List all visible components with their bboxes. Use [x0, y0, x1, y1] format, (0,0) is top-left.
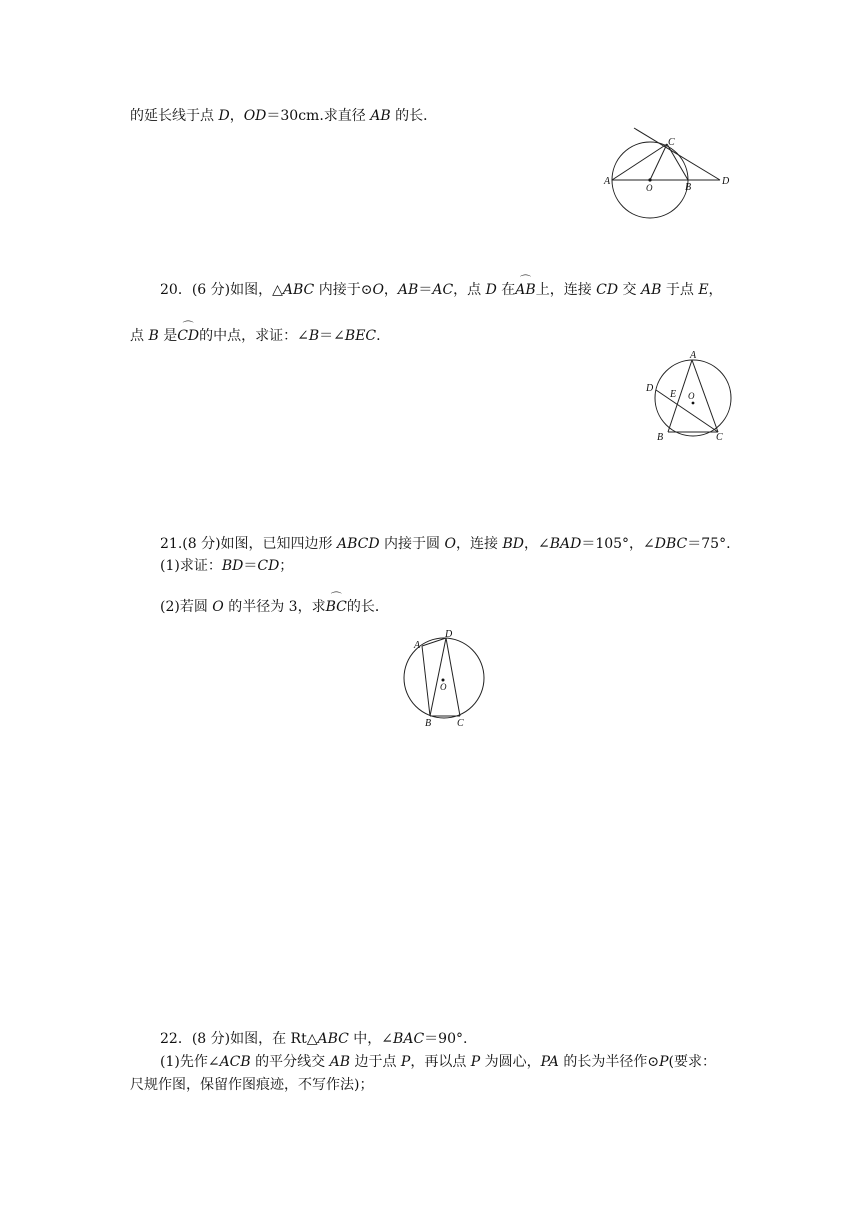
point-label: P: [400, 1054, 411, 1070]
label-c: C: [668, 137, 675, 148]
label-d: D: [646, 383, 654, 394]
angle-label: DBC: [654, 536, 688, 552]
label-b: B: [685, 182, 692, 193]
side-ab: [422, 646, 430, 716]
label-d: D: [445, 629, 453, 640]
label-c: C: [457, 718, 464, 729]
segment-label: AB: [329, 1054, 350, 1070]
arc-label: ⌒ AB: [515, 281, 535, 299]
text-segment: 是: [158, 328, 178, 344]
text-segment: ＝30cm.求直径: [266, 108, 371, 124]
text-segment: 点: [130, 328, 149, 344]
text-segment: ，点: [453, 282, 486, 298]
text-segment: ＝: [243, 558, 258, 574]
text-segment: 为圆心，: [480, 1054, 541, 1070]
segment-label: BD: [502, 536, 524, 552]
text-segment: 的半径为 3，求: [223, 599, 326, 615]
text-segment: 于点: [661, 282, 699, 298]
q22-text-line-2: [160, 1053, 716, 1071]
angle-label: BEC: [344, 328, 377, 344]
text-segment: (2)若圆: [160, 599, 213, 615]
text-segment: ，: [229, 108, 244, 124]
segment-label: CD: [257, 558, 280, 574]
text-segment: ＝∠: [319, 328, 345, 344]
text-segment: 的长．: [390, 108, 438, 124]
text-segment: ，: [383, 282, 398, 298]
text-segment: ，连接: [456, 536, 503, 552]
q19-figure: [598, 124, 738, 220]
side-ac: [692, 360, 718, 432]
q21-text-line-2: [160, 557, 293, 575]
text-segment: ＝105°，∠: [581, 536, 655, 552]
circle-label: P: [659, 1054, 669, 1070]
segment-label: PA: [540, 1054, 559, 1070]
label-d: D: [722, 176, 730, 187]
circle-label: O: [444, 536, 456, 552]
point-label: E: [698, 282, 709, 298]
point-label: D: [485, 282, 497, 298]
label-a: A: [690, 350, 697, 361]
text-segment: ＝75°.: [687, 536, 731, 552]
text-segment: 的延长线于点: [130, 108, 219, 124]
segment-label: AB: [370, 108, 391, 124]
text-segment: ；: [279, 558, 294, 574]
q20-text-line-2: [130, 327, 381, 345]
chord-bc: [667, 144, 688, 180]
text-segment: ＝: [418, 282, 433, 298]
segment-label: CD: [596, 282, 619, 298]
text-segment: (1)先作∠: [160, 1054, 220, 1070]
text-segment: 边于点: [350, 1054, 401, 1070]
triangle-label: ABC: [282, 282, 315, 298]
text-segment: 的长为半径作⊙: [558, 1054, 660, 1070]
text-segment: ，: [708, 282, 723, 298]
label-o: O: [688, 391, 695, 401]
quad-label: ABCD: [337, 536, 380, 552]
q20-figure: [642, 348, 738, 444]
arc-label: ⌒ BC: [326, 598, 347, 616]
text-segment: (要求：: [668, 1054, 716, 1070]
side-dc: [446, 638, 460, 716]
q21-text-line-1: [160, 535, 731, 553]
center-dot: [692, 402, 695, 405]
text-segment: 21.(8 分)如图，已知四边形: [160, 536, 337, 552]
chord-cd: [656, 390, 718, 432]
text-segment: ，再以点: [410, 1054, 471, 1070]
angle-label: BAC: [393, 1031, 425, 1047]
text-segment: 22．(8 分)如图，在 Rt△: [160, 1031, 318, 1047]
diagonal-bd: [430, 638, 446, 716]
label-o: O: [440, 682, 447, 692]
text-segment: ，∠: [523, 536, 550, 552]
label-c: C: [716, 432, 723, 443]
center-dot: [648, 178, 651, 181]
angle-label: B: [308, 328, 320, 344]
text-segment: 内接于圆: [379, 536, 445, 552]
text-segment: ＝90°.: [424, 1031, 468, 1047]
text-segment: .: [376, 328, 381, 344]
angle-label: ACB: [219, 1054, 251, 1070]
text-segment: 的长．: [346, 599, 389, 615]
point-label: B: [148, 328, 159, 344]
label-a: A: [604, 176, 611, 187]
angle-label: BAD: [549, 536, 582, 552]
segment-label: AC: [432, 282, 454, 298]
tangent-line: [634, 128, 720, 180]
label-a: A: [414, 640, 421, 651]
text-segment: 的平分线交: [250, 1054, 330, 1070]
segment-label: BD: [221, 558, 244, 574]
text-segment: 中，∠: [348, 1031, 394, 1047]
label-e: E: [670, 389, 677, 400]
q22-text-line-1: [160, 1030, 467, 1048]
circle-label: O: [212, 599, 224, 615]
q21-text-line-3: [160, 598, 389, 616]
text-segment: 上，连接: [535, 282, 597, 298]
q21-figure: [400, 626, 496, 732]
q22-text-line-3: [130, 1076, 373, 1094]
text-segment: 交: [618, 282, 641, 298]
q19-text-line: [130, 107, 437, 125]
segment-label: OD: [243, 108, 267, 124]
segment-label: AB: [641, 282, 662, 298]
text-segment: 20．(6 分)如图，△: [160, 282, 283, 298]
arc-label: ⌒ CD: [177, 327, 199, 345]
label-b: B: [657, 432, 664, 443]
triangle-label: ABC: [317, 1031, 349, 1047]
point-label: P: [470, 1054, 481, 1070]
circle-label: O: [372, 282, 384, 298]
label-b: B: [425, 718, 432, 729]
point-label: D: [218, 108, 230, 124]
segment-label: AB: [397, 282, 419, 298]
text-segment: 尺规作图，保留作图痕迹，不写作法)；: [130, 1077, 374, 1093]
text-segment: 在: [496, 282, 516, 298]
label-o: O: [646, 183, 653, 193]
text-segment: (1)求证：: [160, 558, 222, 574]
q20-text-line-1: [160, 281, 723, 299]
text-segment: 内接于⊙: [314, 282, 373, 298]
text-segment: 的中点，求证：∠: [199, 328, 309, 344]
